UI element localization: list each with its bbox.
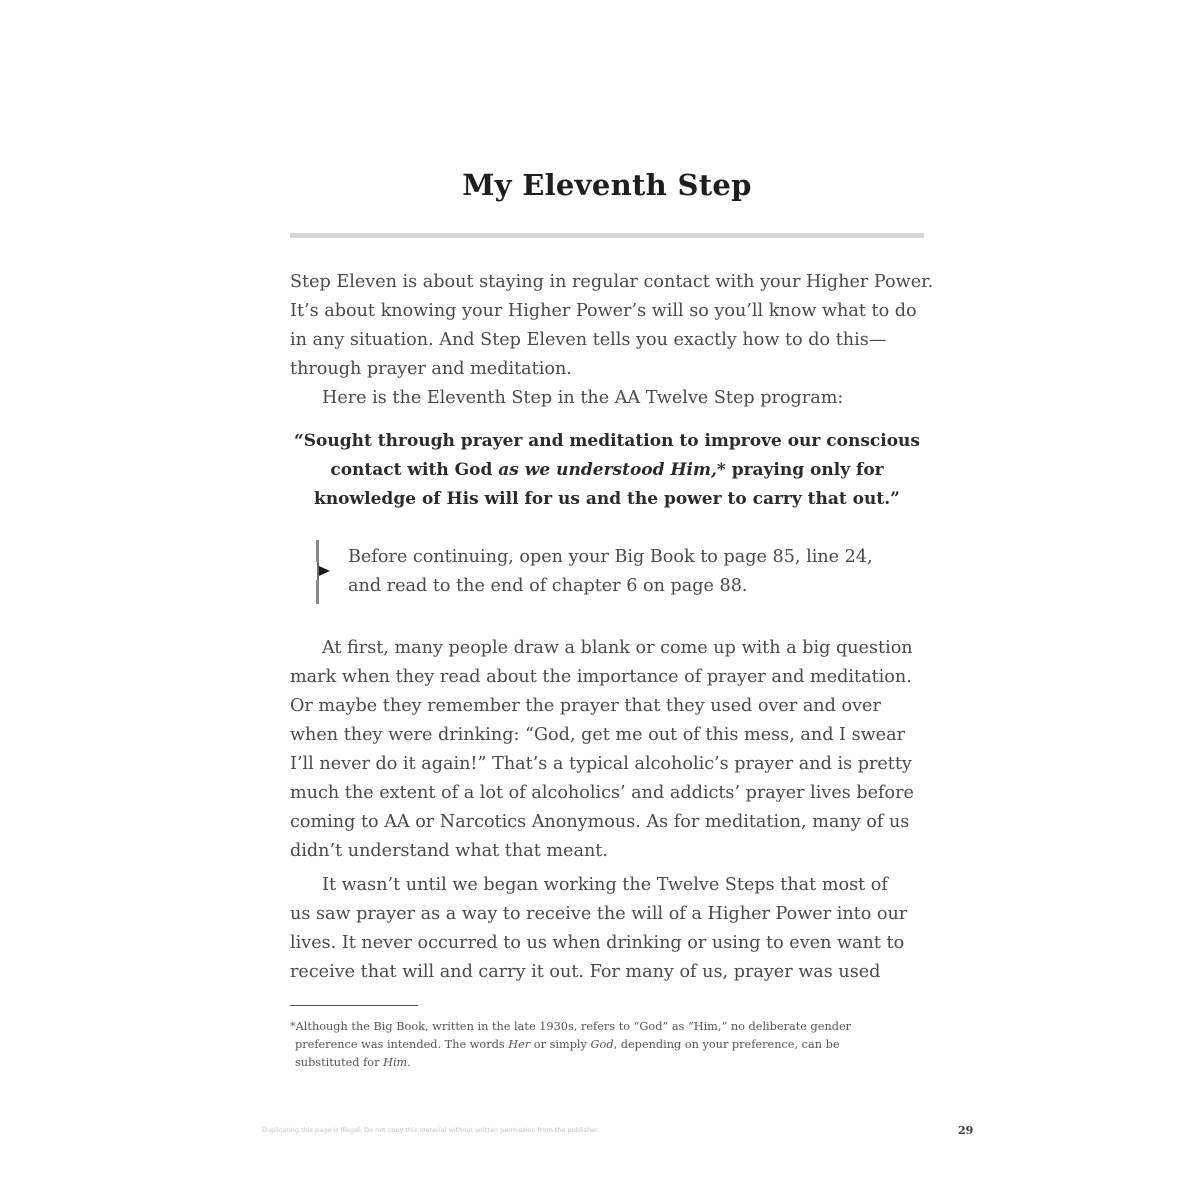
quote-line: “Sought through prayer and meditation to improve our conscious bbox=[294, 431, 920, 451]
quote-text: contact with God bbox=[330, 460, 499, 480]
page-title: My Eleventh Step bbox=[462, 168, 752, 202]
intro-line: It’s about knowing your Higher Power’s will so you’ll know what to do bbox=[290, 301, 917, 321]
paragraph-line: when they were drinking: “God, get me out of this mess, and I swear bbox=[290, 725, 905, 745]
paragraph-line: coming to AA or Narcotics Anonymous. As for meditation, many of us bbox=[290, 812, 910, 832]
footnote-text: substituted for bbox=[295, 1056, 384, 1069]
intro-line: through prayer and meditation. bbox=[290, 359, 572, 379]
paragraph-3 bbox=[290, 871, 930, 987]
copyright-notice: Duplicating this page is illegal. Do not copy this material without written permission from the publisher. bbox=[262, 1126, 600, 1134]
callout-line: Before continuing, open your Big Book to page 85, line 24, bbox=[348, 547, 873, 567]
quote-line bbox=[290, 456, 924, 485]
intro-paragraph bbox=[290, 268, 934, 413]
footnote-line bbox=[290, 1054, 930, 1072]
callout-text bbox=[348, 543, 873, 601]
footnote-divider bbox=[290, 1005, 418, 1006]
paragraph-line: receive that will and carry it out. For many of us, prayer was used bbox=[290, 962, 881, 982]
paragraph-line: At first, many people draw a blank or come up with a big question bbox=[322, 638, 913, 658]
footnote-text: , depending on your preference, can be bbox=[613, 1038, 840, 1051]
paragraph-line: mark when they read about the importance of prayer and meditation. bbox=[290, 667, 912, 687]
paragraph-line: didn’t understand what that meant. bbox=[290, 841, 608, 861]
footnote-italic: God bbox=[590, 1038, 614, 1051]
footnote-text: or simply bbox=[530, 1038, 591, 1051]
footnote-line: *Although the Big Book, written in the late 1930s, refers to “God” as “Him,” no deliberate gender bbox=[290, 1020, 852, 1033]
paragraph-line: much the extent of a lot of alcoholics’ and addicts’ prayer lives before bbox=[290, 783, 914, 803]
title-divider bbox=[290, 233, 924, 238]
quote-line: knowledge of His will for us and the power to carry that out.” bbox=[314, 489, 900, 509]
paragraph-line: It wasn’t until we began working the Twelve Steps that most of bbox=[322, 875, 888, 895]
step-quote bbox=[290, 427, 924, 514]
footnote-italic: Her bbox=[508, 1038, 531, 1051]
intro-line: Step Eleven is about staying in regular contact with your Higher Power. bbox=[290, 272, 934, 292]
reading-callout bbox=[314, 540, 934, 606]
footnote bbox=[290, 1018, 930, 1072]
paragraph-line: Or maybe they remember the prayer that they used over and over bbox=[290, 696, 881, 716]
footnote-italic: Him bbox=[383, 1056, 408, 1069]
intro-line: in any situation. And Step Eleven tells you exactly how to do this— bbox=[290, 330, 887, 350]
callout-line: and read to the end of chapter 6 on page 88. bbox=[348, 576, 748, 596]
footnote-text: . bbox=[407, 1056, 411, 1069]
paragraph-2 bbox=[290, 634, 930, 866]
paragraph-line: us saw prayer as a way to receive the will of a Higher Power into our bbox=[290, 904, 908, 924]
quote-text: * praying only for bbox=[716, 460, 884, 480]
footnote-text: preference was intended. The words bbox=[295, 1038, 509, 1051]
paragraph-line: I’ll never do it again!” That’s a typical alcoholic’s prayer and is pretty bbox=[290, 754, 912, 774]
footnote-line bbox=[290, 1036, 930, 1054]
paragraph-line: lives. It never occurred to us when drinking or using to even want to bbox=[290, 933, 905, 953]
bookmark-flag-icon bbox=[314, 562, 332, 580]
quote-italic: as we understood Him, bbox=[498, 460, 717, 480]
page-number: 29 bbox=[958, 1124, 974, 1137]
lead-in-line: Here is the Eleventh Step in the AA Twelve Step program: bbox=[322, 388, 844, 408]
